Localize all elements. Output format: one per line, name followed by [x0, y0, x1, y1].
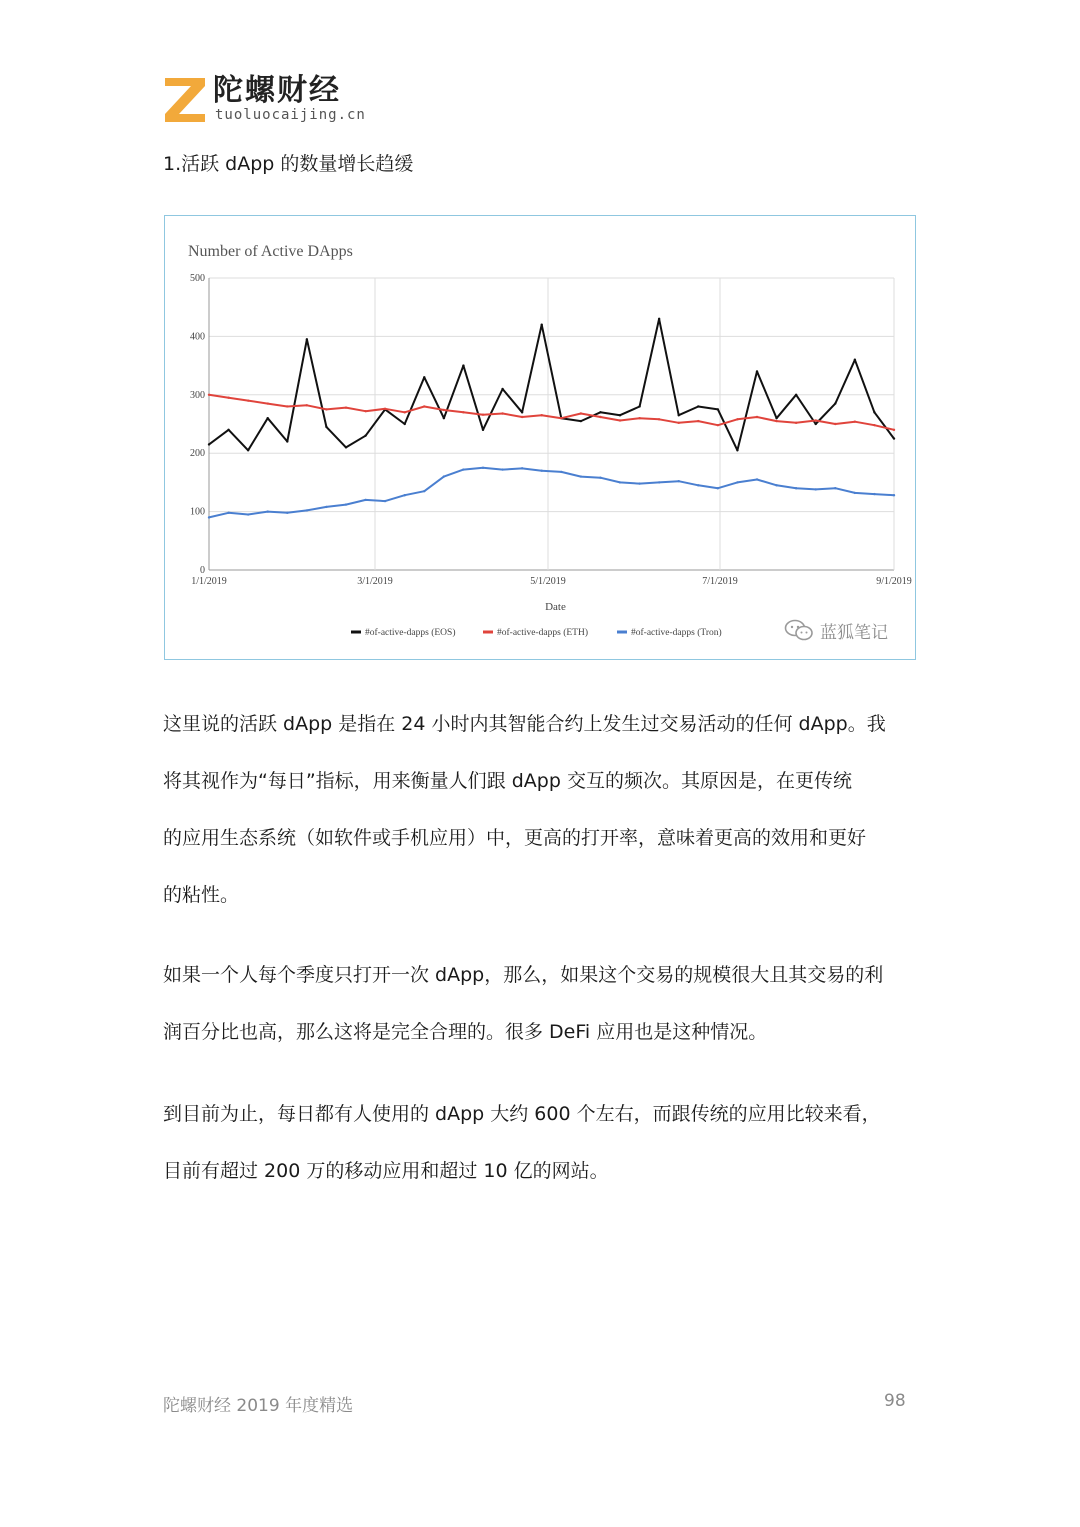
legend-label: #of-active-dapps (Tron)	[631, 628, 722, 638]
paragraph-line: 这里说的活跃 dApp 是指在 24 小时内其智能合约上发生过交易活动的任何 dApp。我	[163, 713, 886, 735]
paragraph-line: 的粘性。	[163, 884, 240, 906]
page-number: 98	[884, 1391, 906, 1411]
y-tick-label: 100	[190, 506, 205, 518]
data-point	[697, 405, 699, 407]
data-point	[325, 426, 327, 428]
legend-label: #of-active-dapps (EOS)	[365, 628, 456, 638]
data-point	[736, 481, 738, 483]
data-point	[658, 418, 660, 420]
chart-container	[164, 215, 916, 660]
data-point	[756, 478, 758, 480]
data-point	[638, 405, 640, 407]
data-point	[815, 423, 817, 425]
data-point	[854, 492, 856, 494]
data-point	[501, 388, 503, 390]
y-tick-label: 0	[200, 565, 205, 576]
chart-title: Number of Active DApps	[188, 243, 353, 260]
data-point	[443, 417, 445, 419]
data-point	[619, 414, 621, 416]
data-point	[775, 420, 777, 422]
data-point	[756, 416, 758, 418]
data-point	[345, 503, 347, 505]
data-point	[619, 419, 621, 421]
x-tick-label: 1/1/2019	[191, 576, 227, 587]
data-point	[717, 487, 719, 489]
data-point	[697, 484, 699, 486]
data-point	[482, 467, 484, 469]
data-point	[815, 488, 817, 490]
data-point	[658, 318, 660, 320]
data-point	[756, 370, 758, 372]
data-point	[834, 487, 836, 489]
data-point	[560, 417, 562, 419]
data-point	[678, 422, 680, 424]
data-point	[462, 411, 464, 413]
logo-z-icon	[163, 76, 207, 122]
data-point	[482, 413, 484, 415]
data-point	[521, 416, 523, 418]
series-line-2	[209, 468, 894, 518]
data-point	[893, 429, 895, 431]
data-point	[423, 376, 425, 378]
data-point	[227, 397, 229, 399]
paragraph-line: 到目前为止，每日都有人使用的 dApp 大约 600 个左右，而跟传统的应用比较来看，	[163, 1103, 881, 1125]
data-point	[501, 468, 503, 470]
data-point	[247, 513, 249, 515]
data-point	[678, 480, 680, 482]
data-point	[443, 409, 445, 411]
section-heading: 1.活跃 dApp 的数量增长趋缓	[163, 153, 414, 175]
data-point	[384, 408, 386, 410]
data-point	[462, 468, 464, 470]
data-point	[854, 359, 856, 361]
data-point	[717, 424, 719, 426]
data-point	[795, 487, 797, 489]
data-point	[717, 408, 719, 410]
data-point	[286, 512, 288, 514]
data-point	[286, 440, 288, 442]
data-point	[227, 512, 229, 514]
data-point	[560, 471, 562, 473]
watermark-text: 蓝狐笔记	[820, 622, 888, 643]
paragraph-1	[163, 712, 886, 940]
active-dapps-line-chart	[165, 216, 916, 660]
data-point	[736, 449, 738, 451]
data-point	[306, 404, 308, 406]
data-point	[893, 437, 895, 439]
brand-logo	[163, 73, 366, 126]
data-point	[482, 429, 484, 431]
brand-name: 陀螺财经	[213, 73, 341, 108]
data-point	[501, 412, 503, 414]
x-tick-label: 9/1/2019	[876, 576, 912, 587]
data-point	[208, 394, 210, 396]
data-point	[267, 417, 269, 419]
data-point	[423, 490, 425, 492]
data-point	[815, 419, 817, 421]
data-point	[345, 446, 347, 448]
y-tick-label: 400	[190, 331, 205, 343]
data-point	[580, 475, 582, 477]
data-point	[795, 394, 797, 396]
data-point	[834, 402, 836, 404]
wechat-icon	[784, 619, 814, 641]
data-point	[325, 506, 327, 508]
data-point	[873, 493, 875, 495]
series-line-0	[209, 319, 894, 450]
data-point	[834, 423, 836, 425]
data-point	[286, 405, 288, 407]
x-tick-label: 3/1/2019	[357, 576, 393, 587]
paragraph-line: 的应用生态系统（如软件或手机应用）中，更高的打开率，意味着更高的效用和更好	[163, 827, 867, 849]
data-point	[462, 364, 464, 366]
paragraph-line: 将其视作为“每日”指标，用来衡量人们跟 dApp 交互的频次。其原因是，在更传统	[163, 770, 852, 792]
y-tick-label: 300	[190, 389, 205, 401]
data-point	[775, 417, 777, 419]
legend-label: #of-active-dapps (ETH)	[497, 628, 589, 638]
footer-title: 陀螺财经 2019 年度精选	[163, 1396, 354, 1416]
data-point	[267, 402, 269, 404]
data-point	[599, 416, 601, 418]
data-point	[541, 324, 543, 326]
data-point	[873, 424, 875, 426]
data-point	[541, 414, 543, 416]
data-point	[638, 482, 640, 484]
data-point	[364, 434, 366, 436]
data-point	[384, 500, 386, 502]
brand-domain: tuoluocaijing.cn	[215, 107, 366, 123]
data-point	[736, 418, 738, 420]
data-point	[521, 411, 523, 413]
paragraph-line: 目前有超过 200 万的移动应用和超过 10 亿的网站。	[163, 1160, 609, 1182]
data-point	[580, 412, 582, 414]
data-point	[658, 481, 660, 483]
data-point	[599, 411, 601, 413]
data-point	[306, 338, 308, 340]
paragraph-2	[163, 963, 883, 1077]
y-tick-label: 200	[190, 448, 205, 460]
data-point	[619, 481, 621, 483]
data-point	[521, 467, 523, 469]
data-point	[638, 417, 640, 419]
x-tick-label: 5/1/2019	[530, 576, 566, 587]
data-point	[208, 443, 210, 445]
data-point	[599, 477, 601, 479]
y-tick-label: 500	[190, 273, 205, 284]
paragraph-3	[163, 1102, 881, 1216]
watermark	[784, 617, 888, 643]
data-point	[208, 516, 210, 518]
data-point	[227, 429, 229, 431]
paragraph-line: 如果一个人每个季度只打开一次 dApp，那么，如果这个交易的规模很大且其交易的利	[163, 964, 884, 986]
data-point	[247, 399, 249, 401]
data-point	[541, 470, 543, 472]
data-point	[580, 420, 582, 422]
x-axis-label: Date	[545, 601, 566, 613]
data-point	[325, 408, 327, 410]
data-point	[404, 411, 406, 413]
data-point	[306, 509, 308, 511]
paragraph-line: 润百分比也高，那么这将是完全合理的。很多 DeFi 应用也是这种情况。	[163, 1021, 768, 1043]
data-point	[267, 510, 269, 512]
data-point	[364, 499, 366, 501]
data-point	[247, 449, 249, 451]
data-point	[678, 414, 680, 416]
data-point	[443, 475, 445, 477]
data-point	[404, 494, 406, 496]
data-point	[364, 410, 366, 412]
data-point	[697, 420, 699, 422]
data-point	[854, 420, 856, 422]
data-point	[423, 405, 425, 407]
data-point	[893, 494, 895, 496]
x-tick-label: 7/1/2019	[702, 576, 738, 587]
data-point	[404, 423, 406, 425]
data-point	[795, 422, 797, 424]
data-point	[873, 411, 875, 413]
data-point	[775, 484, 777, 486]
data-point	[345, 406, 347, 408]
